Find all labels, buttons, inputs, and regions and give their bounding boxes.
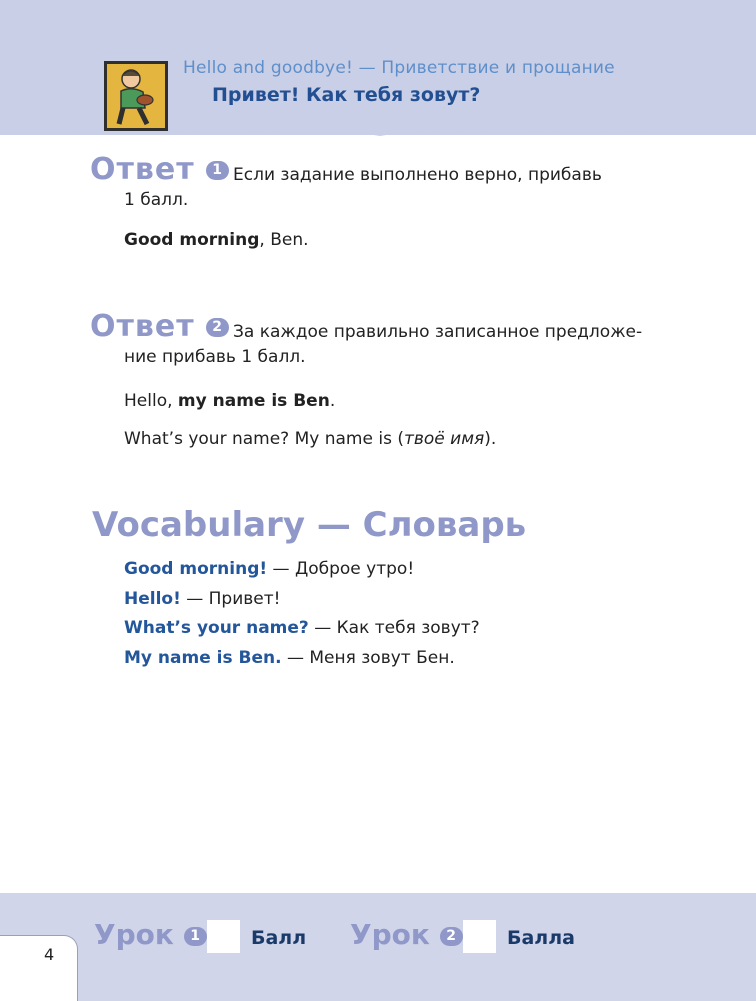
page-number-tab <box>0 935 78 1001</box>
answer-2-line1-bold: my name is Ben <box>177 391 330 411</box>
answer-2-line1-end: . <box>329 391 336 411</box>
lesson-2-label: Урок <box>350 918 430 951</box>
lesson-2-heading <box>350 918 463 951</box>
answer-2-heading <box>90 309 229 344</box>
lesson-2-score-label: Балла <box>507 927 575 949</box>
vocab-item <box>124 648 455 668</box>
vocab-item <box>124 618 480 638</box>
answer-1-example-rest: , Ben. <box>259 230 309 250</box>
vocab-translation: — Как тебя зовут? <box>308 618 480 638</box>
lesson-1-score-label: Балл <box>251 927 307 949</box>
answer-2-line2 <box>124 427 496 451</box>
answer-1-label: Ответ <box>90 152 195 187</box>
answer-2-instruction-line1: За каждое правильно записанное предложе- <box>233 322 643 342</box>
answer-2-line2-italic: твоё имя <box>403 429 485 449</box>
vocab-term: Good morning! <box>124 559 268 579</box>
header-subtitle: Hello and goodbye! — Приветствие и прощание <box>183 58 615 78</box>
answer-2-line2-plain: What’s your name? My name is ( <box>124 429 404 449</box>
vocab-term: My name is Ben. <box>124 648 282 668</box>
page-number: 4 <box>44 945 55 964</box>
vocab-translation: — Меня зовут Бен. <box>281 648 455 668</box>
answer-2-line1-plain: Hello, <box>124 391 178 411</box>
answer-2-instruction-line2: ние прибавь 1 балл. <box>124 347 306 367</box>
answer-1-instruction-line2: 1 балл. <box>124 190 189 210</box>
vocab-item <box>124 589 280 609</box>
lesson-2-score-box[interactable] <box>463 920 496 953</box>
vocab-item <box>124 559 414 579</box>
vocab-term: What’s your name? <box>124 618 309 638</box>
answer-2-line2-end: ). <box>484 429 497 449</box>
vocab-translation: — Привет! <box>180 589 281 609</box>
lesson-1-heading <box>94 918 207 951</box>
vocab-term: Hello! <box>124 589 181 609</box>
answer-1-number-badge: 1 <box>206 161 229 180</box>
vocabulary-title: Vocabulary — Словарь <box>92 505 527 545</box>
answer-1-example <box>124 228 309 252</box>
answer-2-line1 <box>124 389 335 413</box>
answer-1-heading <box>90 152 229 187</box>
answer-2-number-badge: 2 <box>206 318 229 337</box>
boy-illustration <box>104 61 168 131</box>
answer-2-label: Ответ <box>90 309 195 344</box>
lesson-1-score-box[interactable] <box>207 920 240 953</box>
answer-1-instruction-line1: Если задание выполнено верно, прибавь <box>233 165 602 185</box>
answer-1-example-bold: Good morning <box>124 230 260 250</box>
lesson-1-number-badge: 1 <box>184 927 207 946</box>
lesson-2-number-badge: 2 <box>440 927 463 946</box>
lesson-1-label: Урок <box>94 918 174 951</box>
header-title: Привет! Как тебя зовут? <box>212 84 481 106</box>
vocab-translation: — Доброе утро! <box>267 559 415 579</box>
